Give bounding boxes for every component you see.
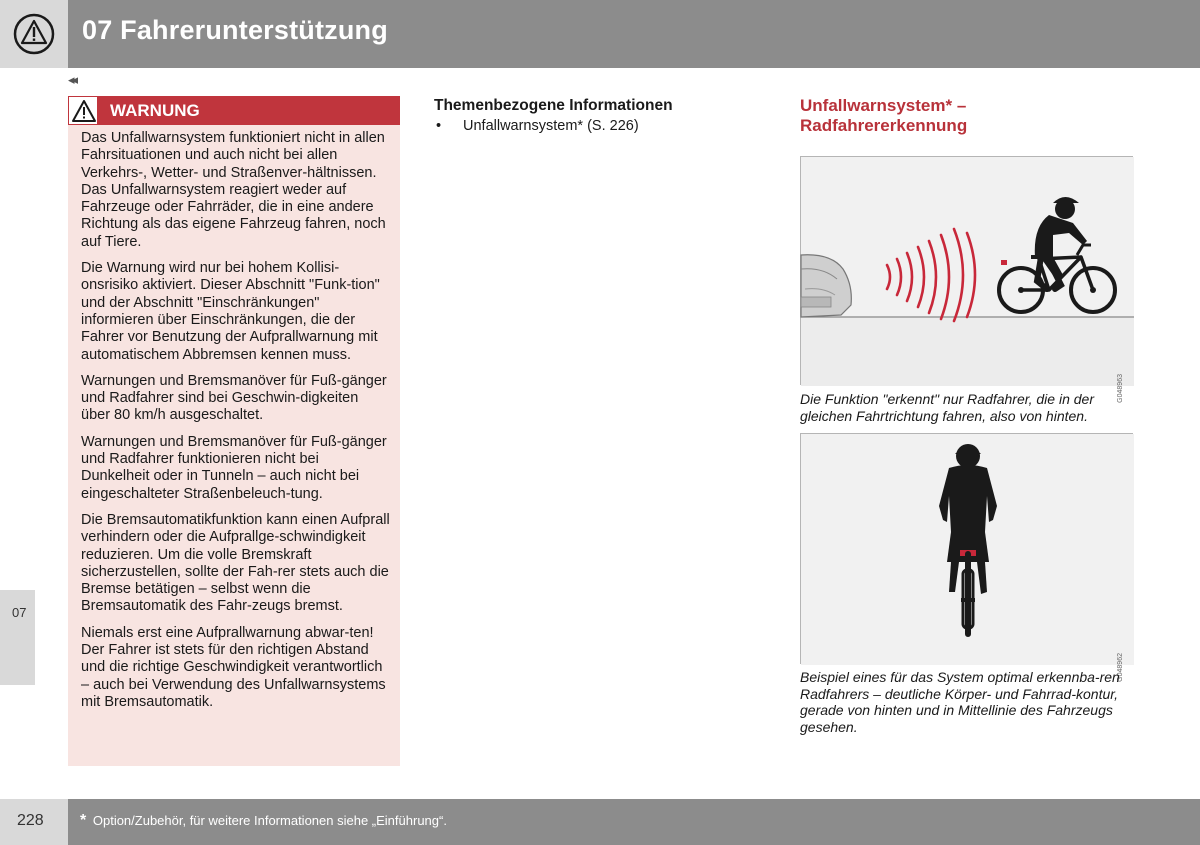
related-list bbox=[434, 117, 754, 135]
related-heading: Themenbezogene Informationen bbox=[434, 97, 673, 114]
warning-paragraph: Warnungen und Bremsmanöver für Fuß-gänger und Radfahrer sind bei Geschwin-digkeiten über 80 km/h ausgeschaltet. bbox=[81, 372, 387, 424]
footnote-text: Option/Zubehör, für weitere Informationen siehe „Einführung“. bbox=[92, 813, 447, 828]
header-icon-box bbox=[0, 0, 68, 68]
cyclist-side-illustration bbox=[801, 157, 1134, 386]
chapter-title: 07 Fahrerunterstützung bbox=[82, 15, 388, 45]
warning-triangle-icon bbox=[72, 99, 96, 123]
chapter-side-tab-label: 07 bbox=[12, 605, 27, 620]
warning-paragraph: Das Unfallwarnsystem funktioniert nicht in allen Fahrsituationen und auch nicht bei allen Verkehrs-, Wetter- und Straßenver-hältnissen. Das Unfallwarnsystem reagiert weder auf Fahrzeuge oder Fahrräder, die in eine andere Richtung als das eigene Fahrzeug fahren, noch auf Tiere. bbox=[81, 130, 386, 250]
warning-paragraph: Die Warnung wird nur bei hohem Kollisi-onsrisiko aktiviert. Dieser Abschnitt "Funk-tion" und der Abschnitt "Einschränkungen" informieren über Einschränkungen, die der Fahrer vor Benutzung der Aufprallwarnung mit automatischem Abbremsen kennen muss. bbox=[81, 260, 380, 363]
cyclist-rear-illustration bbox=[801, 434, 1134, 665]
related-link-text[interactable]: Unfallwarnsystem* (S. 226) bbox=[463, 118, 639, 134]
related-topics bbox=[434, 97, 754, 135]
figure-caption: Die Funktion "erkennt" nur Radfahrer, die in der gleichen Fahrtrichtung fahren, also von hinten. bbox=[800, 391, 1094, 424]
warning-box bbox=[68, 96, 400, 766]
warning-body bbox=[81, 130, 391, 720]
figure-cyclist-rear bbox=[800, 433, 1133, 682]
related-link[interactable] bbox=[434, 117, 754, 135]
warning-circle-icon bbox=[12, 12, 56, 56]
section-title bbox=[800, 96, 1100, 136]
warning-paragraph: Die Bremsautomatikfunktion kann einen Aufprall verhindern oder die Aufprallge-schwindigkeit reduzieren. Um die volle Bremskraft sicherzustellen, sollte der Fah-rer stets auch die Bremse betätigen – selbst wenn die Bremsautomatik des Fahr-zeugs bremst. bbox=[81, 511, 390, 615]
figure-code: G048962 bbox=[1117, 653, 1124, 682]
warning-label: WARNUNG bbox=[110, 101, 200, 120]
footnote bbox=[80, 812, 447, 830]
figure-cyclist-side bbox=[800, 156, 1133, 403]
section-title-line: Unfallwarnsystem* – bbox=[800, 96, 967, 115]
warning-icon-box bbox=[68, 96, 98, 125]
figure-code: G048963 bbox=[1117, 374, 1124, 403]
warning-paragraph: Warnungen und Bremsmanöver für Fuß-gänger und Radfahrer funktionieren nicht bei Dunkelheit oder in Tunneln – auch nicht bei eingeschalteter Straßenbeleuch-tung. bbox=[81, 433, 387, 502]
page-number: 228 bbox=[17, 812, 44, 829]
figure-caption: Beispiel eines für das System optimal erkennba-ren Radfahrers – deutliche Körper- und Fahrrad-kontur, gerade von hinten und in Mittellinie des Fahrzeugs gesehen. bbox=[800, 669, 1120, 735]
footnote-star: * bbox=[80, 812, 87, 829]
bullet: • bbox=[436, 118, 442, 134]
warning-header bbox=[68, 96, 400, 125]
back-navigation-icon[interactable]: ◂◂ bbox=[68, 72, 76, 87]
warning-paragraph: Niemals erst eine Aufprallwarnung abwar-ten! Der Fahrer ist stets für den richtigen Abstand und die richtige Geschwindigkeit verantwortlich – auch bei Verwendung des Unfallwarnsystems mit Bremsautomatik. bbox=[81, 624, 386, 710]
section-title-line: Radfahrererkennung bbox=[800, 116, 968, 135]
